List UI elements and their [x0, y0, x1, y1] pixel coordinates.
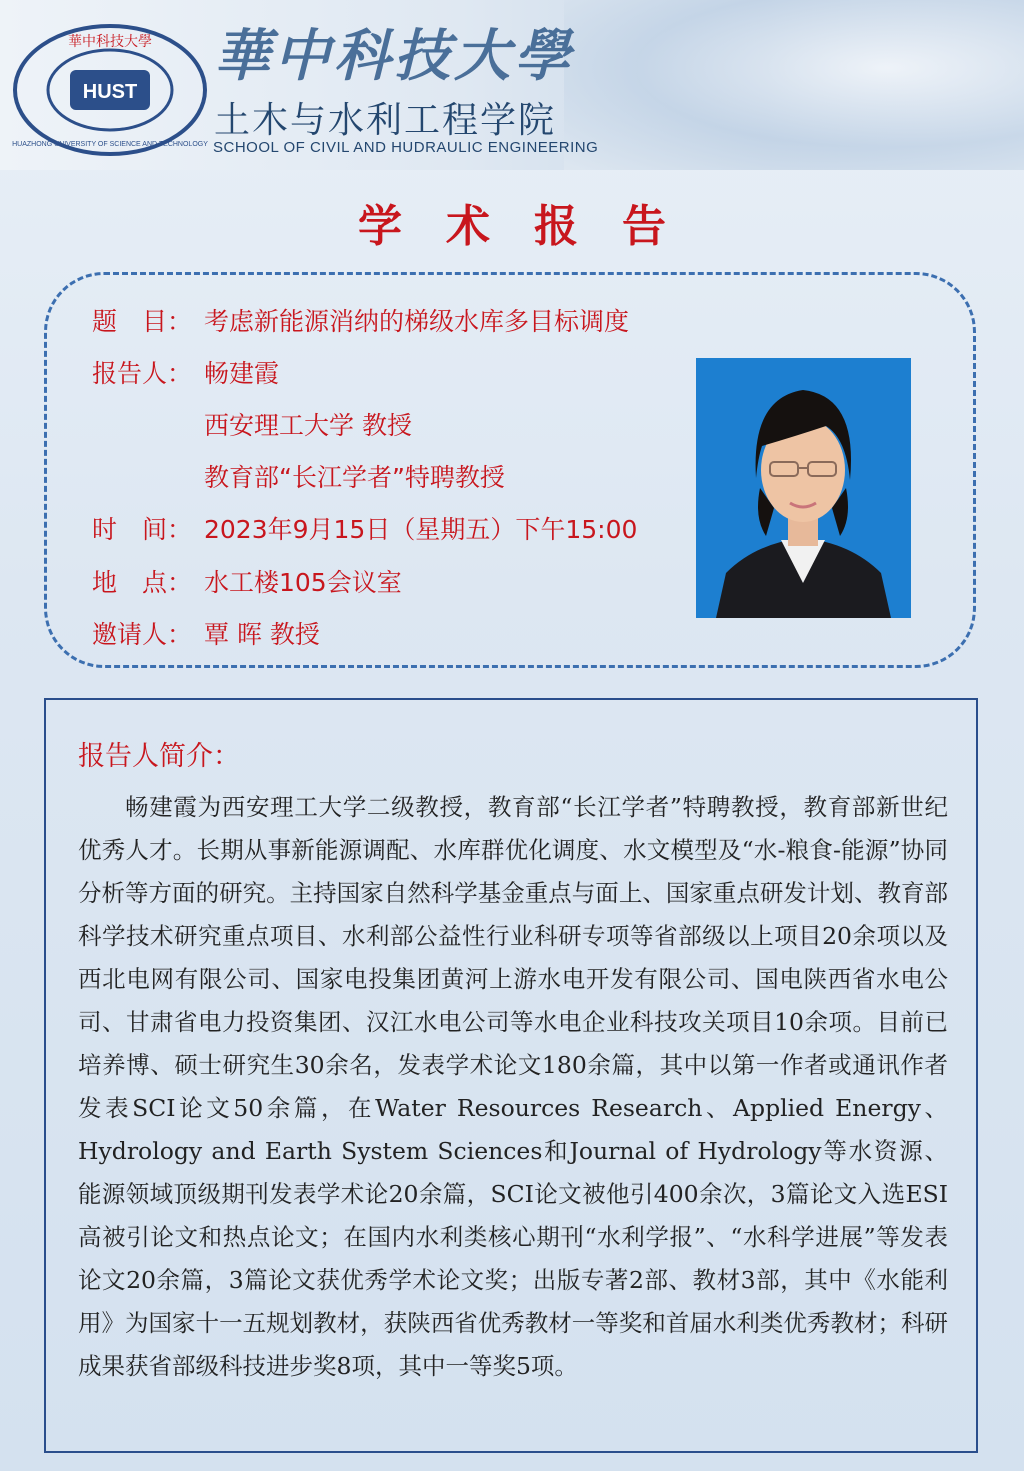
place-value: 水工楼105会议室	[204, 568, 402, 597]
topic-value: 考虑新能源消纳的梯级水库多目标调度	[204, 307, 630, 336]
host-label: 邀请人：	[92, 620, 193, 649]
host-line	[92, 615, 320, 651]
place-line	[92, 563, 402, 599]
seal-en-text: HUAZHONG UNIVERSITY OF SCIENCE AND TECHNOLOGY	[12, 141, 208, 148]
speaker-portrait-icon	[696, 358, 911, 618]
university-seal-logo	[12, 22, 208, 158]
place-label: 地 点：	[92, 568, 193, 597]
sky-background	[564, 0, 1024, 170]
host-value: 覃 晖 教授	[204, 620, 320, 649]
topic-label: 题 目：	[92, 307, 193, 336]
topic-line	[92, 302, 629, 338]
time-line	[92, 510, 637, 546]
affiliation-1: 西安理工大学 教授	[204, 411, 412, 440]
page-title: 学术报告	[358, 201, 710, 252]
time-value: 2023年9月15日（星期五）下午15:00	[204, 515, 638, 544]
bio-text: 畅建霞为西安理工大学二级教授，教育部“长江学者”特聘教授，教育部新世纪优秀人才。长期从事新能源调配、水库群优化调度、水文模型及“水-粮食-能源”协同分析等方面的研究。主持国家自然科学基金重点与面上、国家重点研发计划、教育部科学技术研究重点项目、水利部公益性行业科研专项等省部级以上项目20余项以及西北电网有限公司、国家电投集团黄河上游水电开发有限公司、国电陕西省水电公司、甘肃省电力投资集团、汉江水电公司等水电企业科技攻关项目10余项。目前已培养博、硕士研究生30余名，发表学术论文180余篇，其中以第一作者或通讯作者发表SCI论文50余篇，在Water Resources Research、Applied Energy、Hydrology and Earth System Sciences和Journal of Hydrology等水资源、能源领域顶级期刊发表学术论20余篇，SCI论文被他引400余次，3篇论文入选ESI高被引论文和热点论文；在国内水利类核心期刊“水利学报”、“水科学进展”等发表论文20余篇，3篇论文获优秀学术论文奖；出版专著2部、教材3部，其中《水能利用》为国家十一五规划教材，获陕西省优秀教材一等奖和首届水利类优秀教材；科研成果获省部级科技进步奖8项，其中一等奖5项。	[78, 793, 948, 1380]
speaker-photo	[696, 358, 911, 618]
speaker-label: 报告人：	[92, 359, 193, 388]
seal-cn-text: 華中科技大學	[68, 34, 152, 50]
seal-logo-text: HUST	[82, 81, 138, 103]
speaker-line	[92, 354, 279, 390]
speaker-value: 畅建霞	[204, 359, 280, 388]
school-name-cn: 土木与水利工程学院	[214, 100, 557, 141]
time-label: 时 间：	[92, 515, 193, 544]
affiliation-2: 教育部“长江学者”特聘教授	[204, 463, 505, 492]
school-name-en: SCHOOL OF CIVIL AND HUDRAULIC ENGINEERING	[213, 139, 599, 156]
university-name: 華中科技大學	[214, 23, 574, 89]
bio-heading: 报告人简介：	[78, 741, 240, 772]
